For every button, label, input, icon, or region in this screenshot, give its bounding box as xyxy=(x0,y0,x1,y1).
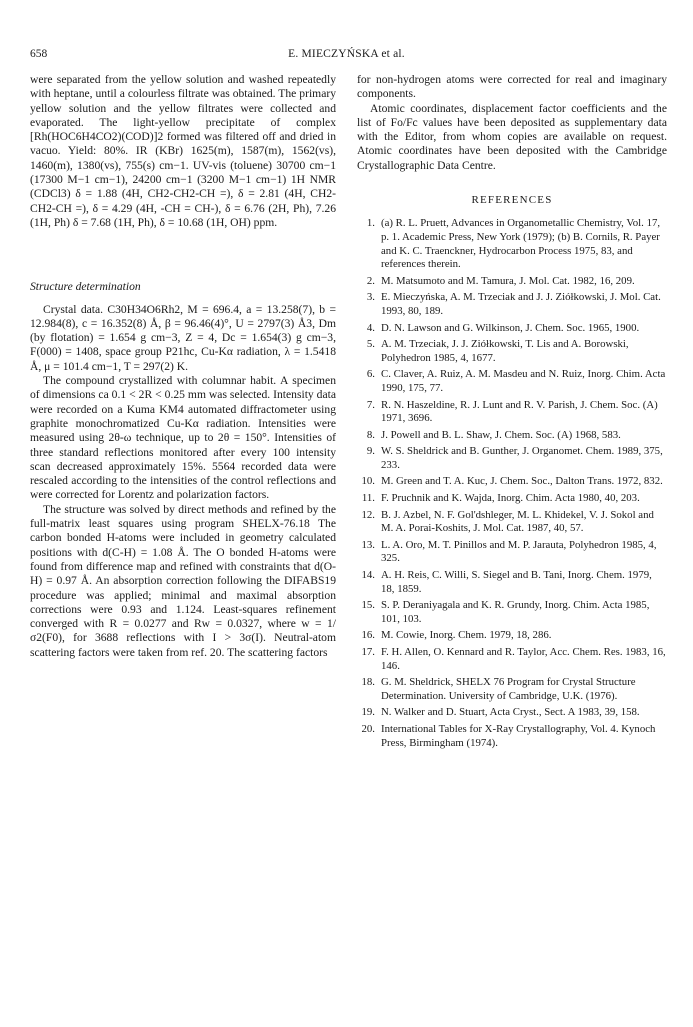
section-subheading: Structure determination xyxy=(30,280,141,294)
reference-text: A. H. Reis, C. Willi, S. Siegel and B. Tani, Inorg. Chem. 1979, 18, 1859. xyxy=(381,569,652,595)
reference-item xyxy=(357,291,667,318)
reference-number: 12. xyxy=(361,508,375,521)
reference-item xyxy=(357,429,667,443)
deposition-paragraph: Atomic coordinates, displacement factor coefficients and the list of Fo/Fc values have been deposited as supplementary data with the Editor, from whom copies are available on request. Atomic coordinates have been deposited with the Cambridge Crystallographic Data Centre. xyxy=(357,101,667,172)
reference-number: 2. xyxy=(366,274,375,287)
reference-item xyxy=(357,217,667,271)
reference-item xyxy=(357,338,667,365)
reference-number: 10. xyxy=(361,475,375,488)
reference-number: 16. xyxy=(361,629,375,642)
reference-text: C. Claver, A. Ruiz, A. M. Masdeu and N. Ruiz, Inorg. Chim. Acta 1990, 175, 77. xyxy=(381,368,666,394)
reference-item xyxy=(357,539,667,566)
reference-text: D. N. Lawson and G. Wilkinson, J. Chem. Soc. 1965, 1900. xyxy=(381,321,640,334)
reference-text: R. N. Haszeldine, R. J. Lunt and R. V. Parish, J. Chem. Soc. (A) 1971, 3696. xyxy=(381,398,658,425)
page-header xyxy=(30,47,663,63)
reference-number: 9. xyxy=(366,445,375,458)
reference-number: 4. xyxy=(366,321,375,334)
reference-item xyxy=(357,492,667,506)
reference-text: M. Green and T. A. Kuc, J. Chem. Soc., Dalton Trans. 1972, 832. xyxy=(381,475,663,488)
reference-number: 11. xyxy=(361,492,375,505)
reference-text: J. Powell and B. L. Shaw, J. Chem. Soc. (A) 1968, 583. xyxy=(381,428,621,441)
reference-number: 6. xyxy=(366,368,375,381)
reference-number: 20. xyxy=(361,722,375,735)
reference-text: S. P. Deraniyagala and K. R. Grundy, Inorg. Chim. Acta 1985, 101, 103. xyxy=(381,599,650,625)
reference-item xyxy=(357,445,667,472)
reference-item xyxy=(357,509,667,536)
scattering-paragraph-end: for non-hydrogen atoms were corrected for real and imaginary components. xyxy=(357,73,667,101)
reference-item xyxy=(357,646,667,673)
reference-text: B. J. Azbel, N. F. Gol'dshleger, M. L. Khidekel, V. J. Sokol and M. A. Porai-Koshits, J. Mol. Cat. 1987, 40, 57. xyxy=(381,508,654,535)
reference-item xyxy=(357,706,667,720)
reference-text: International Tables for X-Ray Crystallography, Vol. 4. Kynoch Press, Birmingham (1974). xyxy=(381,722,656,749)
left-column xyxy=(30,73,336,660)
reference-item xyxy=(357,599,667,626)
right-column xyxy=(357,73,667,753)
reference-text: W. S. Sheldrick and B. Gunther, J. Organomet. Chem. 1989, 375, 233. xyxy=(381,445,663,471)
crystal-data-paragraph: Crystal data. C30H34O6Rh2, M = 696.4, a = 13.258(7), b = 12.984(8), c = 16.352(8) Å, β = 96.46(4)°, U = 2797(3) Å3, Dm (by flotation) = 1.654 g cm−3, Z = 4, Dc = 1.654(3) g cm−3, F(000) = 1408, space group P21hc, Cu-Kα radiation, λ = 1.5418 Å, μ = 101.4 cm−1, T = 297(2) K. xyxy=(30,302,336,373)
reference-text: F. H. Allen, O. Kennard and R. Taylor, Acc. Chem. Res. 1983, 16, 146. xyxy=(381,646,666,672)
reference-item xyxy=(357,569,667,596)
reference-number: 17. xyxy=(361,646,375,658)
data-collection-paragraph: The compound crystallized with columnar habit. A specimen of dimensions ca 0.1 < 2R < 0.25 mm was selected. Intensity data were recorded on a Kuma KM4 automated diffractometer using graphite monochromatized Cu-Kα radiation. Intensities were measured using 2θ-ω technique, up to 2θ = 150°. Intensities of three standard reflections monitored after every 100 intensity scan decreased approximately 15%. 5564 recorded data were rescaled according to the intensities of the control reflections and were corrected for Lorentz and polarization factors. xyxy=(30,374,336,502)
reference-text: A. M. Trzeciak, J. J. Ziółkowski, T. Lis and A. Borowski, Polyhedron 1985, 4, 1677. xyxy=(381,338,629,364)
reference-number: 14. xyxy=(361,569,375,582)
reference-list xyxy=(357,217,667,750)
reference-text: M. Matsumoto and M. Tamura, J. Mol. Cat. 1982, 16, 209. xyxy=(381,274,635,287)
reference-item xyxy=(357,275,667,289)
reference-text: E. Mieczyńska, A. M. Trzeciak and J. J. Ziółkowski, J. Mol. Cat. 1993, 80, 189. xyxy=(381,291,661,317)
synthesis-paragraph: were separated from the yellow solution and washed repeatedly with heptane, until a colourless filtrate was obtained. The primary yellow solution and the yellow filtrates were collected and evaporated. The light-yellow precipitate of complex [Rh(HOC6H4CO2)(COD)]2 formed was filtered off and dried in vacuo. Yield: 80%. IR (KBr) 1625(m), 1587(m), 1562(vs), 1460(m), 1380(vs), 755(s) cm−1. UV-vis (toluene) 30700 cm−1 (17300 M−1 cm−1), 24200 cm−1 (3200 M−1 cm−1) 1H NMR (CDCl3) δ = 1.88 (4H, CH2-CH2-CH =), δ = 2.81 (4H, CH2-CH2-CH =), δ = 4.29 (4H, -CH = CH-), δ = 6.76 (2H, Ph), 7.26 (1H, Ph) δ = 7.68 (1H, Ph), δ = 10.68 (1H, OH) ppm. xyxy=(30,73,336,229)
reference-number: 18. xyxy=(361,676,375,689)
reference-number: 3. xyxy=(366,291,375,304)
refinement-paragraph: The structure was solved by direct methods and refined by the full-matrix least squares using program SHELX-76.18 The carbon bonded H-atoms were included in geometry calculated positions with d(C-H) = 1.08 Å. The O bonded H-atoms were found from difference map and refined with constraints that d(O-H) = 0.97 Å. An absorption correction following the DIFABS19 procedure was applied; minimal and maximal absorption corrections were 0.93 and 1.124. Least-squares refinement converged with R = 0.0277 and Rw = 0.0327, where w = 1/σ2(F0), for 3688 reflections with I > 3σ(I). Neutral-atom scattering factors were taken from ref. 20. The scattering factors xyxy=(30,502,336,659)
reference-item xyxy=(357,368,667,395)
references-heading: REFERENCES xyxy=(471,194,553,207)
reference-item xyxy=(357,475,667,489)
reference-item xyxy=(357,399,667,426)
reference-item xyxy=(357,723,667,750)
reference-text: G. M. Sheldrick, SHELX 76 Program for Crystal Structure Determination. University of Cambridge, U.K. (1976). xyxy=(381,676,636,702)
reference-text: L. A. Oro, M. T. Pinillos and M. P. Jarauta, Polyhedron 1985, 4, 325. xyxy=(381,538,657,565)
reference-number: 1. xyxy=(366,217,375,230)
reference-number: 13. xyxy=(361,538,375,551)
reference-item xyxy=(357,676,667,703)
reference-text: F. Pruchnik and K. Wajda, Inorg. Chim. Acta 1980, 40, 203. xyxy=(381,492,640,505)
reference-item xyxy=(357,629,667,643)
page-number: 658 xyxy=(30,48,48,60)
reference-text: N. Walker and D. Stuart, Acta Cryst., Sect. A 1983, 39, 158. xyxy=(381,706,640,719)
reference-text: (a) R. L. Pruett, Advances in Organometallic Chemistry, Vol. 17, p. 1. Academic Press, New York (1979); (b) B. Cornils, R. Payer and K. C. Traenckner, Hydrocarbon Process 1975, 83, and references therein. xyxy=(381,217,661,271)
reference-number: 8. xyxy=(366,428,375,441)
running-title: E. MIECZYŃSKA et al. xyxy=(288,48,405,60)
reference-number: 15. xyxy=(361,599,375,612)
reference-number: 5. xyxy=(366,338,375,351)
reference-text: M. Cowie, Inorg. Chem. 1979, 18, 286. xyxy=(381,629,552,642)
reference-item xyxy=(357,322,667,336)
reference-number: 7. xyxy=(366,398,375,411)
reference-number: 19. xyxy=(361,706,375,719)
